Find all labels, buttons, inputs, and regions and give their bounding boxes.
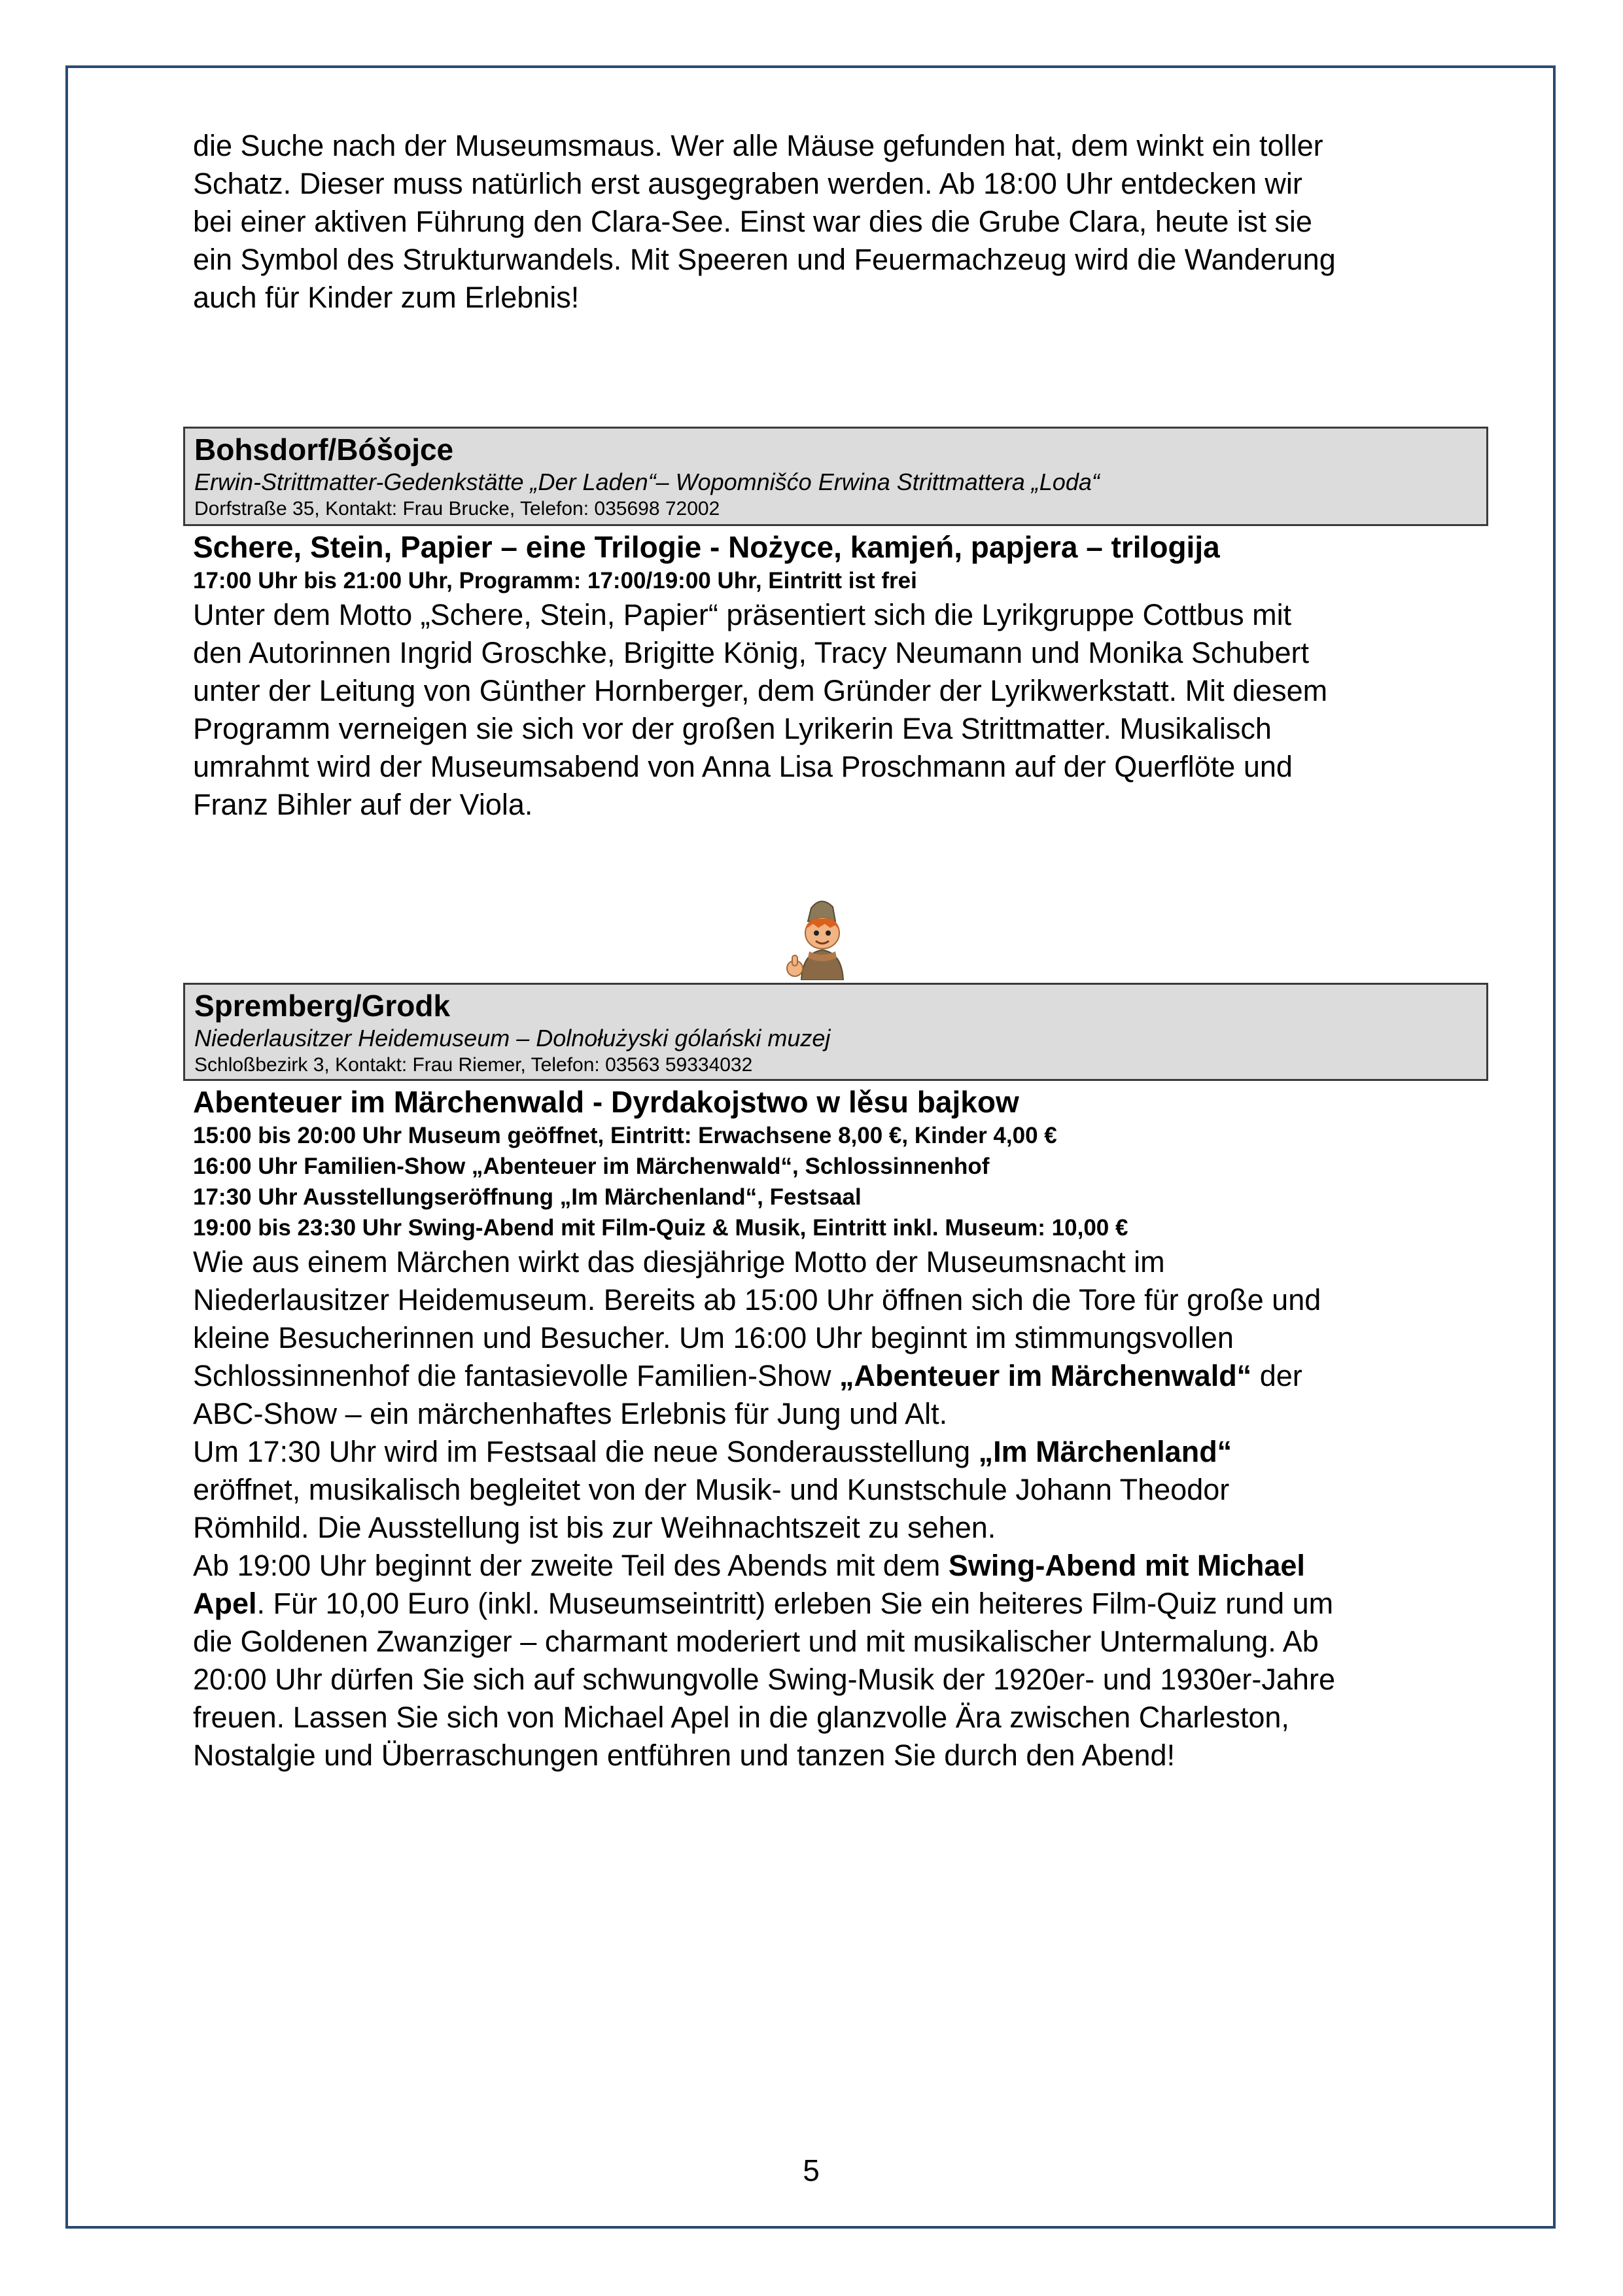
page-number: 5 xyxy=(803,2153,820,2187)
event-title: Abenteuer im Märchenwald - Dyrdakojstwo w lěsu bajkow xyxy=(193,1085,1019,1119)
contact-info: Schloßbezirk 3, Kontakt: Frau Riemer, Telefon: 03563 59334032 xyxy=(194,1054,753,1076)
text-line: Nostalgie und Überraschungen entführen und tanzen Sie durch den Abend! xyxy=(193,1739,1176,1772)
event-bohsdorf xyxy=(193,529,1488,824)
text-line xyxy=(193,1357,1488,1395)
event-spremberg xyxy=(193,1084,1488,1775)
text-span: Um 17:30 Uhr wird im Festsaal die neue Sonderausstellung xyxy=(193,1435,979,1468)
event-time: 17:30 Uhr Ausstellungseröffnung „Im Märchenland“, Festsaal xyxy=(193,1184,862,1210)
text-line: auch für Kinder zum Erlebnis! xyxy=(193,281,580,314)
text-span: . Für 10,00 Euro (inkl. Museumseintritt) erleben Sie ein heiteres Film-Quiz rund um xyxy=(256,1587,1334,1620)
text-line: Niederlausitzer Heidemuseum. Bereits ab 15:00 Uhr öffnen sich die Tore für große und xyxy=(193,1283,1321,1316)
event-title: Schere, Stein, Papier – eine Trilogie - Nożyce, kamjeń, papjera – trilogija xyxy=(193,530,1220,564)
text-line: Franz Bihler auf der Viola. xyxy=(193,788,533,821)
text-line xyxy=(193,1547,1488,1585)
text-line: die Goldenen Zwanziger – charmant moderiert und mit musikalischer Untermalung. Ab xyxy=(193,1625,1319,1658)
event-time: 17:00 Uhr bis 21:00 Uhr, Programm: 17:00/19:00 Uhr, Eintritt ist frei xyxy=(193,568,917,593)
venue-name: Niederlausitzer Heidemuseum – Dolnołużyski gólański muzej xyxy=(194,1025,831,1051)
text-line: Wie aus einem Märchen wirkt das diesjährige Motto der Museumsnacht im xyxy=(193,1245,1165,1279)
event-time: 15:00 bis 20:00 Uhr Museum geöffnet, Eintritt: Erwachsene 8,00 €, Kinder 4,00 € xyxy=(193,1123,1057,1148)
location-header-spremberg xyxy=(183,983,1488,1081)
event-time: 19:00 bis 23:30 Uhr Swing-Abend mit Film-Quiz & Musik, Eintritt inkl. Museum: 10,00 € xyxy=(193,1215,1128,1241)
text-span: der xyxy=(1251,1359,1302,1392)
museum-mascot-icon xyxy=(775,895,867,980)
swing-evening-title: Swing-Abend mit Michael xyxy=(948,1549,1305,1582)
text-line: bei einer aktiven Führung den Clara-See. Einst war dies die Grube Clara, heute ist sie xyxy=(193,205,1312,238)
text-line: unter der Leitung von Günther Hornberger, dem Gründer der Lyrikwerkstatt. Mit diesem xyxy=(193,674,1328,707)
text-line: Schatz. Dieser muss natürlich erst ausgegraben werden. Ab 18:00 Uhr entdecken wir xyxy=(193,167,1302,200)
text-line: Programm verneigen sie sich vor der großen Lyrikerin Eva Strittmatter. Musikalisch xyxy=(193,712,1272,745)
exhibition-title: „Im Märchenland“ xyxy=(978,1435,1232,1468)
text-line: ABC-Show – ein märchenhaftes Erlebnis für Jung und Alt. xyxy=(193,1397,948,1430)
text-line: 20:00 Uhr dürfen Sie sich auf schwungvolle Swing-Musik der 1920er- und 1930er-Jahre xyxy=(193,1663,1335,1696)
event-time: 16:00 Uhr Familien-Show „Abenteuer im Märchenwald“, Schlossinnenhof xyxy=(193,1154,990,1179)
text-span: Schlossinnenhof die fantasievolle Familien-Show xyxy=(193,1359,840,1392)
location-name: Spremberg/Grodk xyxy=(194,989,451,1023)
location-header-bohsdorf xyxy=(183,427,1488,526)
text-line xyxy=(193,1433,1488,1471)
text-span: Ab 19:00 Uhr beginnt der zweite Teil des Abends mit dem xyxy=(193,1549,949,1582)
text-line: die Suche nach der Museumsmaus. Wer alle Mäuse gefunden hat, dem winkt ein toller xyxy=(193,129,1323,162)
text-line: den Autorinnen Ingrid Groschke, Brigitte König, Tracy Neumann und Monika Schubert xyxy=(193,636,1309,669)
text-line: eröffnet, musikalisch begleitet von der Musik- und Kunstschule Johann Theodor xyxy=(193,1473,1230,1506)
venue-name: Erwin-Strittmatter-Gedenkstätte „Der Laden“– Wopomnišćo Erwina Strittmattera „Loda“ xyxy=(194,468,1100,495)
text-line: umrahmt wird der Museumsabend von Anna Lisa Proschmann auf der Querflöte und xyxy=(193,750,1293,783)
intro-paragraph xyxy=(193,127,1488,317)
text-line: Römhild. Die Ausstellung ist bis zur Weihnachtszeit zu sehen. xyxy=(193,1511,996,1544)
text-line: ein Symbol des Strukturwandels. Mit Speeren und Feuermachzeug wird die Wanderung xyxy=(193,243,1336,276)
swing-evening-title-cont: Apel xyxy=(193,1587,257,1620)
location-name: Bohsdorf/Bóšojce xyxy=(194,433,454,467)
text-line: Unter dem Motto „Schere, Stein, Papier“ präsentiert sich die Lyrikgruppe Cottbus mit xyxy=(193,598,1292,631)
text-line xyxy=(193,1585,1488,1623)
contact-info: Dorfstraße 35, Kontakt: Frau Brucke, Telefon: 035698 72002 xyxy=(194,498,720,520)
text-line: freuen. Lassen Sie sich von Michael Apel in die glanzvolle Ära zwischen Charleston, xyxy=(193,1701,1289,1734)
show-title: „Abenteuer im Märchenwald“ xyxy=(839,1359,1252,1392)
text-line: kleine Besucherinnen und Besucher. Um 16:00 Uhr beginnt im stimmungsvollen xyxy=(193,1321,1234,1354)
